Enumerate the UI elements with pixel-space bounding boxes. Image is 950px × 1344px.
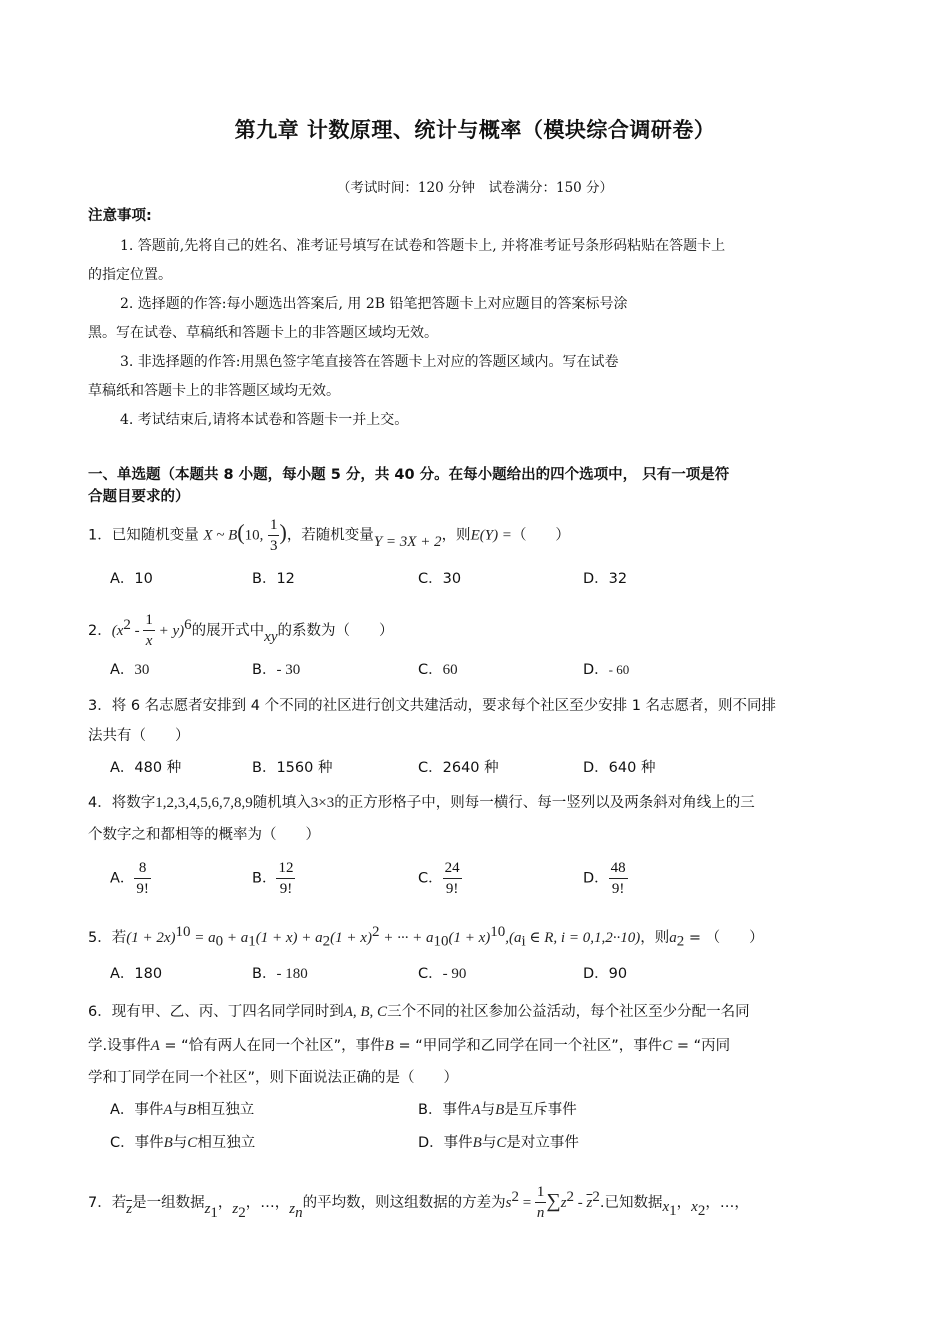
notice-item-1: 1. 答题前,先将自己的姓名、准考证号填写在试卷和答题卡上, 并将准考证号条形码粘贴在答题卡上 — [120, 238, 726, 254]
paren-right: ) — [279, 519, 287, 545]
math-expr: = a — [190, 929, 216, 946]
question-5 — [88, 922, 764, 952]
fraction: $\frac{8}{9!}$ — [136, 860, 149, 897]
subscript: n — [295, 1204, 303, 1221]
option-text: 与 — [172, 1135, 188, 1151]
option-b — [252, 964, 308, 984]
math-expr: A, B, C — [343, 1004, 388, 1020]
question-text: ，若随机变量 — [286, 527, 374, 544]
math-expr: + y) — [154, 622, 185, 639]
math-expr: z — [289, 1200, 296, 1217]
math-expr: + ··· + a — [379, 929, 434, 946]
option-text: 与 — [480, 1102, 496, 1118]
math-expr: $\overline{z}$ — [586, 1194, 593, 1211]
question-text: ，则 — [640, 929, 670, 946]
subscript: 1 — [669, 1202, 677, 1219]
option-d — [583, 858, 628, 899]
option-c — [418, 858, 462, 899]
option-a — [110, 660, 149, 680]
question-text: = “丙同 — [672, 1038, 731, 1054]
question-text: 的平均数，则这组数据的方差为 — [302, 1194, 506, 1211]
question-number: 2． — [88, 622, 112, 639]
option-b — [252, 660, 300, 680]
question-3-cont: 法共有（ ） — [88, 728, 190, 744]
option-text: 与 — [172, 1102, 188, 1118]
math-expr: C — [496, 1135, 507, 1151]
notice-item-1-cont: 的指定位置。 — [88, 267, 172, 283]
subscript: 0 — [215, 933, 224, 950]
subscript: i — [521, 933, 526, 950]
question-4 — [88, 793, 755, 813]
question-text: 的展开式中 — [191, 622, 265, 639]
option-text: 是互斥事件 — [504, 1102, 577, 1118]
option-b — [252, 858, 295, 899]
exponent: 10 — [490, 924, 506, 940]
math-expr: 3×3 — [310, 795, 335, 811]
question-2 — [88, 610, 394, 651]
math-expr: A — [471, 1102, 481, 1118]
option-d: D．90 — [583, 966, 628, 982]
notice-item-3-cont: 草稿纸和答题卡上的非答题区域均无效。 — [88, 383, 340, 399]
section-heading-cont: 合题目要求的） — [88, 489, 190, 505]
math-expr: ∈ R, i = 0,1,2··10) — [525, 929, 641, 946]
math-expr: = — [518, 1194, 535, 1211]
math-expr: C — [187, 1135, 198, 1151]
question-text: 是一组数据 — [132, 1194, 205, 1211]
option-value: - 180 — [276, 966, 308, 982]
fraction: $\frac{12}{9!}$ — [278, 860, 294, 897]
section-heading: 一、单选题（本题共 8 小题，每小题 5 分，共 40 分。在每小题给出的四个选项中， 只有一项是符 — [88, 467, 730, 483]
math-expr: A — [150, 1038, 160, 1054]
question-text: 学.设事件 — [88, 1038, 151, 1054]
option-d: D．32 — [583, 571, 628, 587]
math-expr: x — [662, 1198, 670, 1215]
question-3: 3．将 6 名志愿者安排到 4 个不同的社区进行创文共建活动，要求每个社区至少安排 1 名志愿者，则不同排 — [88, 698, 777, 714]
option-a: A．10 — [110, 571, 153, 587]
option-text: 是对立事件 — [506, 1135, 579, 1151]
answer-blank: （ ） — [511, 527, 570, 544]
option-label: D． — [583, 870, 609, 887]
question-text: 7．若 — [88, 1194, 127, 1211]
option-d: D．640 种 — [583, 760, 656, 776]
option-label: A． — [110, 870, 135, 887]
math-expr: + a — [223, 929, 249, 946]
option-c: C．30 — [418, 571, 462, 587]
option-value: - 60 — [608, 662, 630, 677]
option-a — [110, 1100, 254, 1120]
question-text: 的正方形格子中，则每一横行、每一竖列以及两条斜对角线上的三 — [334, 795, 755, 811]
subscript: 2 — [676, 933, 685, 950]
option-label: C． — [418, 966, 443, 982]
math-expr: z — [204, 1200, 211, 1217]
option-a: A．480 种 — [110, 760, 182, 776]
math-expr: A — [163, 1102, 173, 1118]
question-text: 6．现有甲、乙、丙、丁四名同学同时到 — [88, 1004, 344, 1020]
option-b: B．12 — [252, 571, 295, 587]
subscript: 1 — [210, 1204, 218, 1221]
math-expr: xy — [264, 628, 278, 645]
math-expr: 1,2,3,4,5,6,7,8,9 — [155, 795, 253, 811]
math-expr: $\overline{z}$ — [126, 1200, 133, 1217]
fraction: $\frac{1}{x}$ — [145, 612, 153, 650]
option-b: B．1560 种 — [252, 760, 333, 776]
exponent: 10 — [175, 924, 191, 940]
question-4-cont: 个数字之和都相等的概率为（ ） — [88, 827, 320, 843]
question-number: 1． — [88, 527, 112, 544]
question-text: 三个不同的社区参加公益活动，每个社区至少分配一名同 — [387, 1004, 750, 1020]
notice-heading: 注意事项: — [88, 208, 152, 224]
notice-item-2: 2. 选择题的作答:每小题选出答案后, 用 2B 铅笔把答题卡上对应题目的答案标号涂 — [120, 296, 628, 312]
option-a: A．180 — [110, 966, 163, 982]
math-expr: s — [505, 1194, 512, 1211]
paren-left: ( — [237, 519, 245, 545]
question-6 — [88, 1002, 750, 1022]
option-text: 与 — [481, 1135, 497, 1151]
answer-blank: = （ ） — [684, 929, 764, 946]
sum-symbol: ∑ — [546, 1189, 561, 1212]
option-value: - 90 — [442, 966, 467, 982]
question-text: = “甲同学和乙同学在同一个社区”，事件 — [393, 1038, 663, 1054]
math-expr: (x — [111, 622, 124, 639]
option-c — [110, 1133, 255, 1153]
exponent: 2 — [592, 1189, 600, 1205]
question-text: ，则 — [441, 527, 471, 544]
exponent: 2 — [371, 924, 380, 940]
question-text: ，…， — [245, 1194, 290, 1211]
math-expr: (1 + 2x) — [126, 929, 176, 946]
math-expr: C — [662, 1038, 673, 1054]
subscript: 10 — [433, 933, 449, 950]
notice-item-3: 3. 非选择题的作答:用黑色签字笔直接答在答题卡上对应的答题区域内。写在试卷 — [120, 354, 619, 370]
math-expr: (1 + x) — [330, 929, 372, 946]
option-label: C．事件 — [110, 1135, 164, 1151]
exponent: 2 — [566, 1189, 575, 1205]
option-label: C． — [418, 662, 443, 678]
subscript: 1 — [248, 933, 256, 950]
question-text: 随机填入 — [252, 795, 311, 811]
question-7: 7．若$\overline{z}$是一组数据$z_1$，$z_2$，…，$z_n$的平均数，则这组数据的方差为$s^2$ = $\frac{1}{n}$ $\sum z^2 - \overline{z}^2$.已知数据$x_1$，$x_2$，…， — [88, 1184, 749, 1222]
math-expr: x — [691, 1198, 698, 1215]
exponent: 2 — [511, 1189, 519, 1205]
option-label: A． — [110, 662, 135, 678]
math-expr: X ~ B — [203, 527, 238, 544]
option-label: D．事件 — [418, 1135, 473, 1151]
fraction: $\frac{24}{9!}$ — [444, 860, 460, 897]
option-d — [583, 660, 629, 680]
math-expr: (1 + x) — [448, 929, 491, 946]
math-expr: B — [472, 1135, 482, 1151]
option-b — [418, 1100, 577, 1120]
option-value: 30 — [134, 662, 150, 678]
math-expr: z — [232, 1200, 239, 1217]
fraction: $\frac{1}{n}$ — [536, 1184, 545, 1222]
option-label: C． — [418, 870, 443, 887]
question-6-line-2 — [88, 1036, 730, 1056]
question-text: 的系数为（ ） — [277, 622, 394, 639]
option-label: B． — [252, 662, 277, 678]
option-value: 60 — [442, 662, 458, 678]
option-c — [418, 660, 458, 680]
question-1 — [88, 515, 570, 556]
subscript: 2 — [322, 933, 331, 950]
math-expr: a — [669, 929, 677, 946]
option-label: A．事件 — [110, 1102, 164, 1118]
option-value: - 30 — [276, 662, 301, 678]
exam-info: （考试时间：120 分钟 试卷满分：150 分） — [336, 180, 614, 196]
fraction: $\frac{48}{9!}$ — [610, 860, 626, 897]
math-expr: (1 + x) + a — [255, 929, 323, 946]
option-text: 相互独立 — [197, 1135, 256, 1151]
math-expr: B — [187, 1102, 197, 1118]
math-expr: - — [130, 622, 144, 639]
exponent: 2 — [123, 617, 131, 633]
option-d — [418, 1133, 579, 1153]
subscript: 2 — [238, 1204, 246, 1221]
math-expr: z — [560, 1194, 567, 1211]
question-text: 4．将数字 — [88, 795, 156, 811]
question-text: 5．若 — [88, 929, 127, 946]
option-text: 相互独立 — [196, 1102, 255, 1118]
question-text: 已知随机变量 — [111, 527, 199, 544]
question-6-line-3: 学和丁同学在同一个社区”，则下面说法正确的是（ ） — [88, 1070, 459, 1086]
option-label: B． — [252, 966, 277, 982]
question-text: .已知数据 — [599, 1194, 663, 1211]
math-expr: Y = 3X + 2 — [373, 533, 442, 550]
math-expr: B — [163, 1135, 173, 1151]
notice-item-4: 4. 考试结束后,请将本试卷和答题卡一并上交。 — [120, 412, 409, 428]
question-text: ，…， — [705, 1194, 749, 1211]
math-expr: 10, — [244, 527, 264, 544]
math-expr: B — [384, 1038, 394, 1054]
subscript: 2 — [697, 1202, 706, 1219]
fraction: $\frac{1}{3}$ — [269, 517, 278, 554]
page-title: 第九章 计数原理、统计与概率（模块综合调研卷） — [234, 118, 716, 142]
option-c: C．2640 种 — [418, 760, 499, 776]
notice-item-2-cont: 黑。写在试卷、草稿纸和答题卡上的非答题区域均无效。 — [88, 325, 438, 341]
math-expr: ,(a — [505, 929, 522, 946]
option-a — [110, 858, 151, 899]
option-c — [418, 964, 466, 984]
math-expr: B — [495, 1102, 505, 1118]
question-text: = “恰有两人在同一个社区”，事件 — [159, 1038, 385, 1054]
math-expr: E(Y) = — [470, 527, 512, 544]
option-label: B．事件 — [418, 1102, 472, 1118]
exponent: 6 — [184, 617, 192, 633]
option-label: B． — [252, 870, 277, 887]
math-expr: - — [574, 1194, 587, 1211]
option-label: D． — [583, 662, 609, 678]
